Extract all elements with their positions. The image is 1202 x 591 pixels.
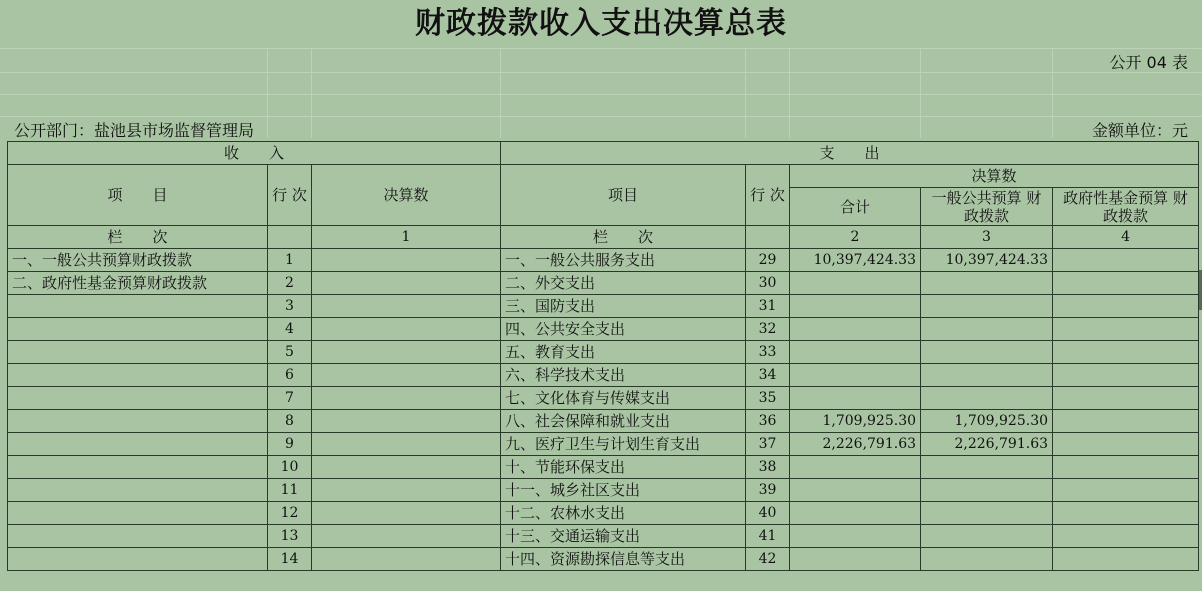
income-amount-cell [312, 456, 501, 479]
income-item-cell [8, 479, 268, 502]
table-body [8, 249, 1199, 571]
table-row [8, 433, 1199, 456]
income-col-no: 1 [312, 226, 501, 249]
income-amount-cell [312, 502, 501, 525]
gov-fund-amount-cell [1053, 295, 1199, 318]
income-item-cell [8, 456, 268, 479]
gov-fund-amount-cell [1053, 272, 1199, 295]
total-header: 合计 [790, 188, 921, 226]
income-row-no-cell: 11 [268, 479, 312, 502]
form-number: 公开 04 表 [1109, 53, 1188, 72]
expense-row-no-cell: 33 [746, 341, 790, 364]
expense-item-cell: 九、医疗卫生与计划生育支出 [501, 433, 746, 456]
general-budget-amount-cell [921, 456, 1053, 479]
income-row-no-cell: 13 [268, 525, 312, 548]
budget-table [7, 141, 1199, 571]
income-item-header: 项 目 [8, 165, 268, 226]
table-row [8, 502, 1199, 525]
income-amount-cell [312, 525, 501, 548]
income-item-cell [8, 410, 268, 433]
income-amount-cell [312, 295, 501, 318]
general-budget-amount-cell [921, 387, 1053, 410]
income-amount-cell [312, 387, 501, 410]
general-budget-amount-cell [921, 479, 1053, 502]
income-amount-cell [312, 479, 501, 502]
income-amount-cell [312, 410, 501, 433]
income-col-label: 栏 次 [8, 226, 268, 249]
income-amount-cell [312, 272, 501, 295]
total-amount-cell [790, 272, 921, 295]
expense-item-cell: 三、国防支出 [501, 295, 746, 318]
income-row-no-header: 行 次 [268, 165, 312, 226]
empty-cell [268, 226, 312, 249]
income-item-cell [8, 548, 268, 571]
income-amount-cell [312, 364, 501, 387]
table-row [8, 525, 1199, 548]
income-item-cell [8, 318, 268, 341]
total-amount-cell [790, 387, 921, 410]
general-budget-header: 一般公共预算 财政拨款 [921, 188, 1053, 226]
table-row [8, 364, 1199, 387]
total-amount-cell [790, 364, 921, 387]
expense-item-cell: 十、节能环保支出 [501, 456, 746, 479]
expense-amount-group-header: 决算数 [790, 165, 1199, 188]
income-item-cell [8, 364, 268, 387]
gov-fund-amount-cell [1053, 433, 1199, 456]
gov-fund-amount-cell [1053, 502, 1199, 525]
expense-item-cell: 七、文化体育与传媒支出 [501, 387, 746, 410]
general-budget-amount-cell [921, 502, 1053, 525]
table-row [8, 295, 1199, 318]
income-row-no-cell: 9 [268, 433, 312, 456]
table-row [8, 318, 1199, 341]
expense-item-cell: 一、一般公共服务支出 [501, 249, 746, 272]
expense-col-label: 栏 次 [501, 226, 746, 249]
expense-row-no-cell: 40 [746, 502, 790, 525]
expense-row-no-cell: 41 [746, 525, 790, 548]
expense-row-no-cell: 42 [746, 548, 790, 571]
expense-item-cell: 二、外交支出 [501, 272, 746, 295]
general-budget-amount-cell [921, 318, 1053, 341]
income-row-no-cell: 4 [268, 318, 312, 341]
income-row-no-cell: 2 [268, 272, 312, 295]
income-row-no-cell: 8 [268, 410, 312, 433]
table-row [8, 249, 1199, 272]
general-budget-amount-cell [921, 525, 1053, 548]
expense-item-header: 项目 [501, 165, 746, 226]
income-amount-cell [312, 318, 501, 341]
income-item-cell [8, 525, 268, 548]
expense-row-no-cell: 30 [746, 272, 790, 295]
total-amount-cell [790, 548, 921, 571]
general-budget-amount-cell [921, 548, 1053, 571]
expense-row-no-cell: 38 [746, 456, 790, 479]
total-amount-cell: 1,709,925.30 [790, 410, 921, 433]
income-item-cell [8, 433, 268, 456]
gov-fund-amount-cell [1053, 525, 1199, 548]
income-amount-cell [312, 249, 501, 272]
expense-row-no-cell: 34 [746, 364, 790, 387]
expense-item-cell: 八、社会保障和就业支出 [501, 410, 746, 433]
table-row [8, 548, 1199, 571]
total-amount-cell [790, 525, 921, 548]
income-amount-cell [312, 433, 501, 456]
gov-fund-amount-cell [1053, 341, 1199, 364]
total-amount-cell [790, 341, 921, 364]
expense-item-cell: 十三、交通运输支出 [501, 525, 746, 548]
income-amount-header: 决算数 [312, 165, 501, 226]
expense-row-no-cell: 37 [746, 433, 790, 456]
general-budget-amount-cell [921, 364, 1053, 387]
income-row-no-cell: 6 [268, 364, 312, 387]
income-amount-cell [312, 548, 501, 571]
income-item-cell: 一、一般公共预算财政拨款 [8, 249, 268, 272]
income-item-cell [8, 341, 268, 364]
currency-unit-label: 金额单位：元 [1091, 121, 1188, 140]
gov-fund-header: 政府性基金预算 财政拨款 [1053, 188, 1199, 226]
income-item-cell [8, 502, 268, 525]
income-row-no-cell: 7 [268, 387, 312, 410]
empty-cell [746, 226, 790, 249]
table-row [8, 272, 1199, 295]
table-row [8, 410, 1199, 433]
expense-header: 支 出 [501, 142, 1199, 165]
income-row-no-cell: 1 [268, 249, 312, 272]
gov-fund-amount-cell [1053, 318, 1199, 341]
total-amount-cell [790, 295, 921, 318]
income-header: 收 入 [8, 142, 501, 165]
income-row-no-cell: 12 [268, 502, 312, 525]
gov-fund-amount-cell [1053, 479, 1199, 502]
general-budget-amount-cell: 2,226,791.63 [921, 433, 1053, 456]
expense-row-no-cell: 35 [746, 387, 790, 410]
income-row-no-cell: 3 [268, 295, 312, 318]
income-item-cell [8, 387, 268, 410]
col-no-3: 3 [921, 226, 1053, 249]
report-title: 财政拨款收入支出决算总表 [415, 6, 787, 41]
gov-fund-amount-cell [1053, 410, 1199, 433]
expense-row-no-cell: 29 [746, 249, 790, 272]
table-row [8, 387, 1199, 410]
income-amount-cell [312, 341, 501, 364]
expense-row-no-cell: 36 [746, 410, 790, 433]
table-row [8, 479, 1199, 502]
general-budget-amount-cell [921, 295, 1053, 318]
total-amount-cell [790, 456, 921, 479]
gov-fund-amount-cell [1053, 387, 1199, 410]
income-row-no-cell: 5 [268, 341, 312, 364]
income-item-cell: 二、政府性基金预算财政拨款 [8, 272, 268, 295]
table-row [8, 456, 1199, 479]
total-amount-cell [790, 479, 921, 502]
department-label: 公开部门：盐池县市场监督管理局 [14, 121, 255, 140]
expense-item-cell: 十一、城乡社区支出 [501, 479, 746, 502]
total-amount-cell: 10,397,424.33 [790, 249, 921, 272]
general-budget-amount-cell [921, 272, 1053, 295]
total-amount-cell: 2,226,791.63 [790, 433, 921, 456]
gov-fund-amount-cell [1053, 456, 1199, 479]
expense-row-no-header: 行 次 [746, 165, 790, 226]
income-item-cell [8, 295, 268, 318]
table-row [8, 341, 1199, 364]
expense-item-cell: 五、教育支出 [501, 341, 746, 364]
expense-row-no-cell: 32 [746, 318, 790, 341]
gov-fund-amount-cell [1053, 249, 1199, 272]
general-budget-amount-cell [921, 341, 1053, 364]
general-budget-amount-cell: 10,397,424.33 [921, 249, 1053, 272]
total-amount-cell [790, 502, 921, 525]
expense-row-no-cell: 31 [746, 295, 790, 318]
income-row-no-cell: 14 [268, 548, 312, 571]
total-amount-cell [790, 318, 921, 341]
gov-fund-amount-cell [1053, 364, 1199, 387]
expense-item-cell: 十四、资源勘探信息等支出 [501, 548, 746, 571]
col-no-2: 2 [790, 226, 921, 249]
expense-item-cell: 十二、农林水支出 [501, 502, 746, 525]
expense-row-no-cell: 39 [746, 479, 790, 502]
gov-fund-amount-cell [1053, 548, 1199, 571]
expense-item-cell: 四、公共安全支出 [501, 318, 746, 341]
col-no-4: 4 [1053, 226, 1199, 249]
income-row-no-cell: 10 [268, 456, 312, 479]
expense-item-cell: 六、科学技术支出 [501, 364, 746, 387]
general-budget-amount-cell: 1,709,925.30 [921, 410, 1053, 433]
